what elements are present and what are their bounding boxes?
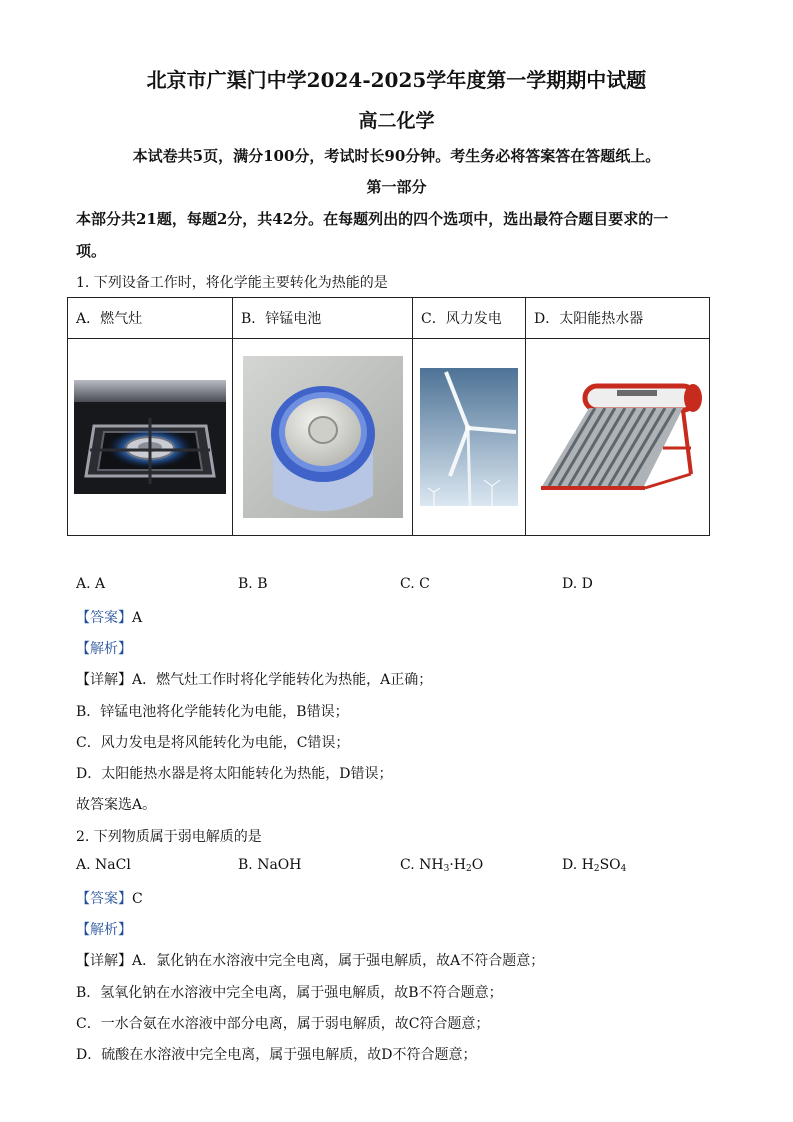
q2-detail-line-3: C．一水合氨在水溶液中部分电离，属于弱电解质，故C符合题意； xyxy=(76,1016,490,1032)
solar-water-heater-icon xyxy=(533,378,703,496)
gas-stove-icon xyxy=(74,380,226,494)
answer-tag: 【答案】 xyxy=(76,610,132,626)
q2-option-b: B. NaOH xyxy=(238,857,302,873)
q1-conclusion: 故答案选A。 xyxy=(76,797,157,813)
q1-detail-line-4: D．太阳能热水器是将太阳能转化为热能，D错误； xyxy=(76,766,393,782)
q1-header-a: A．燃气灶 xyxy=(68,298,233,339)
detail-tag: 【详解】 xyxy=(76,672,132,688)
instructions-line-2: 项。 xyxy=(76,242,107,260)
q2-detail-line-4: D．硫酸在水溶液中完全电离，属于强电解质，故D不符合题意； xyxy=(76,1047,477,1063)
q1-answer xyxy=(76,607,142,627)
q1-image-cell-b xyxy=(233,339,413,536)
q2-option-c: C. $NH_3\cdot H_2O$ xyxy=(400,857,484,874)
q1-option-a: A. A xyxy=(76,576,106,592)
q1-header-d: D．太阳能热水器 xyxy=(526,298,710,339)
instructions-line-1: 本部分共21题，每题2分，共42分。在每题列出的四个选项中，选出最符合题目要求的一 xyxy=(76,210,669,228)
q1-answer-value: A xyxy=(132,610,143,626)
q2-detail-a: A．氯化钠在水溶液中完全电离，属于强电解质，故A不符合题意； xyxy=(132,953,545,969)
q2-analysis-tag: 【解析】 xyxy=(76,922,132,938)
q1-option-c: C. C xyxy=(400,576,430,592)
answer-tag: 【答案】 xyxy=(76,891,132,907)
q1-analysis-tag: 【解析】 xyxy=(76,641,132,657)
q1-options-table xyxy=(67,297,710,536)
q1-option-b: B. B xyxy=(238,576,268,592)
q1-image-cell-c xyxy=(413,339,526,536)
q1-image-cell-a xyxy=(68,339,233,536)
wind-turbine-icon xyxy=(420,368,518,506)
q2-answer xyxy=(76,888,143,908)
q2-option-d: D. $H_2SO_4$ xyxy=(562,857,627,874)
q1-detail-line-2: B．锌锰电池将化学能转化为电能，B错误； xyxy=(76,704,349,720)
q2-answer-value: C xyxy=(132,891,143,907)
exam-title: 北京市广渠门中学2024-2025学年度第一学期期中试题 xyxy=(146,68,647,92)
q1-image-cell-d xyxy=(526,339,710,536)
subject-title: 高二化学 xyxy=(358,110,435,132)
q2-detail-line-2: B．氢氧化钠在水溶液中完全电离，属于强电解质，故B不符合题意； xyxy=(76,985,503,1001)
q1-header-b: B．锌锰电池 xyxy=(233,298,413,339)
q1-detail-line-1 xyxy=(76,669,432,689)
detail-tag: 【详解】 xyxy=(76,953,132,969)
q1-option-d: D. D xyxy=(562,576,593,592)
q1-header-c: C．风力发电 xyxy=(413,298,526,339)
q1-detail-a: A．燃气灶工作时将化学能转化为热能，A正确； xyxy=(132,672,433,688)
exam-note: 本试卷共5页，满分100分，考试时长90分钟。考生务必将答案答在答题纸上。 xyxy=(132,147,661,165)
q1-stem: 1. 下列设备工作时，将化学能主要转化为热能的是 xyxy=(76,275,388,291)
q2-detail-line-1 xyxy=(76,950,544,970)
section-title: 第一部分 xyxy=(366,178,427,196)
q2-option-a: A. NaCl xyxy=(76,857,131,873)
q2-stem: 2. 下列物质属于弱电解质的是 xyxy=(76,829,262,845)
zinc-manganese-battery-icon xyxy=(243,356,403,518)
q1-detail-line-3: C．风力发电是将风能转化为电能，C错误； xyxy=(76,735,350,751)
